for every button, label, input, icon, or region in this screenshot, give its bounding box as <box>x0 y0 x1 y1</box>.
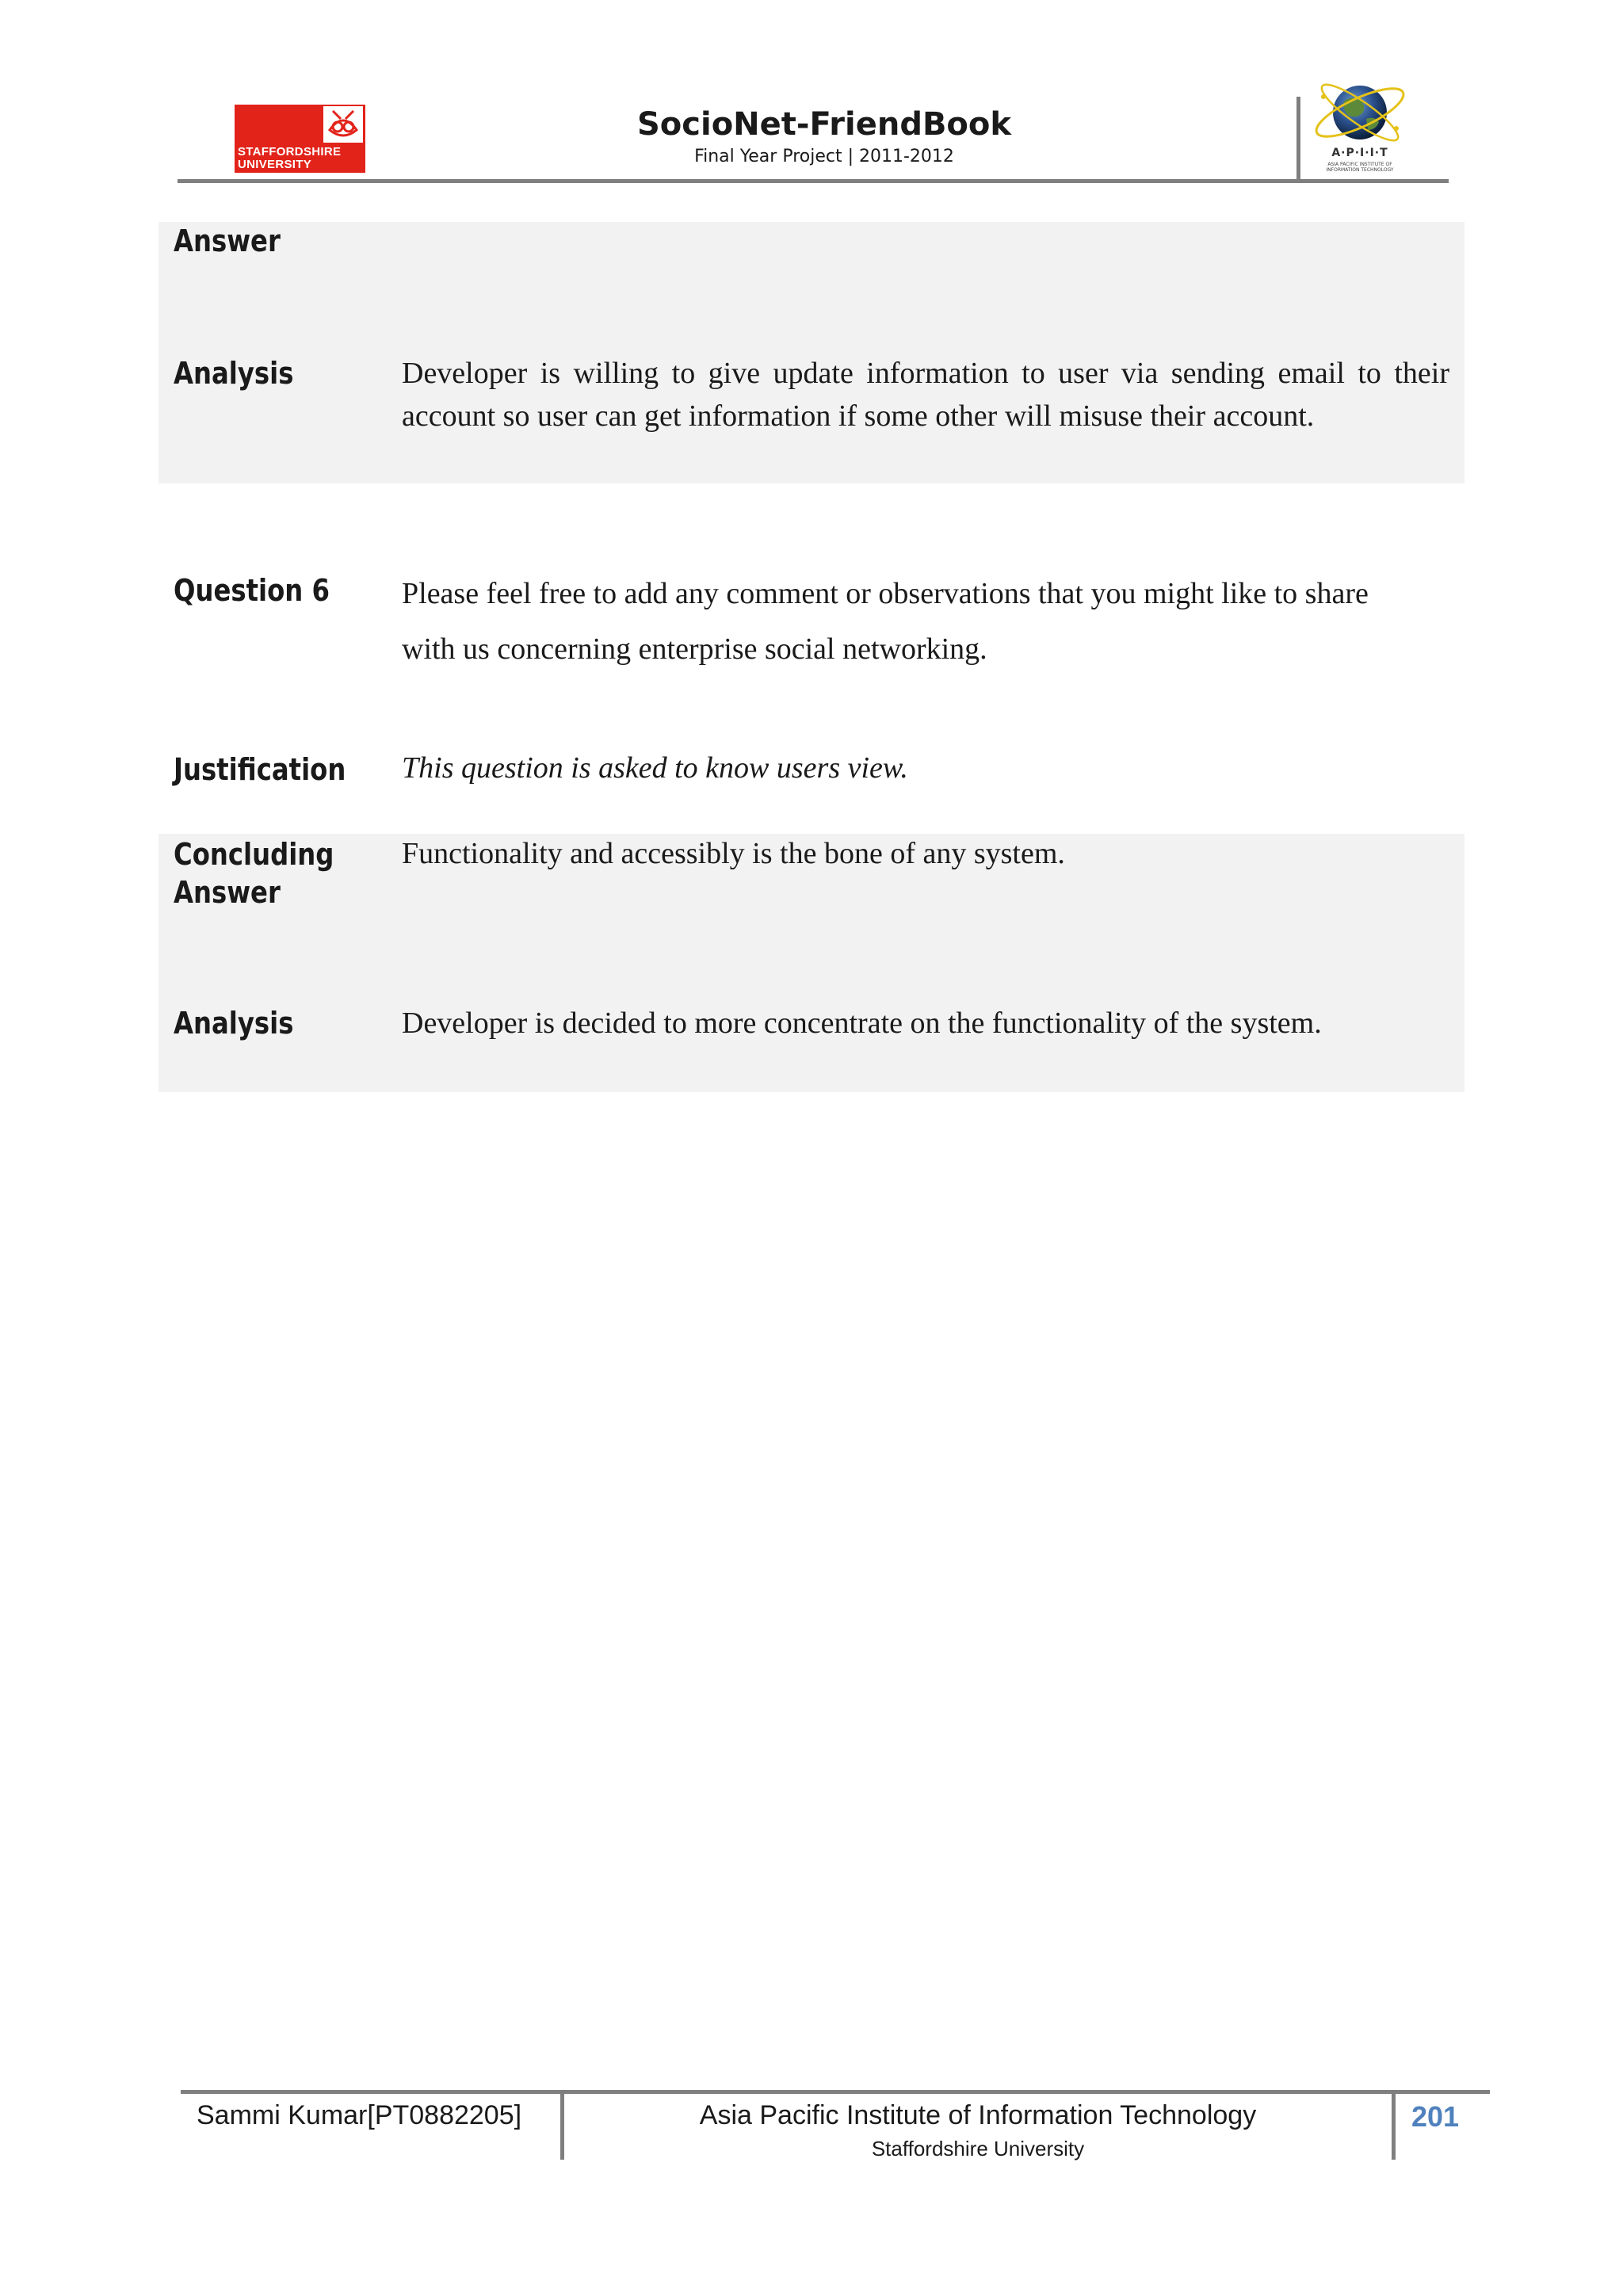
apiit-logo <box>1308 73 1412 176</box>
justification-text: This question is asked to know users view. <box>402 751 908 785</box>
label-answer-2: Answer <box>174 875 281 910</box>
label-question-6: Question 6 <box>174 573 330 608</box>
apiit-small-text: ASIA PACIFIC INSTITUTE OF INFORMATION TECHNOLOGY <box>1326 162 1394 173</box>
label-concluding: Concluding <box>174 837 334 872</box>
analysis-2-text: Developer is decided to more concentrate on the functionality of the system. <box>402 1007 1322 1040</box>
header-rule <box>178 179 1449 183</box>
document-title: SocioNet-FriendBook <box>636 106 1011 143</box>
header-divider-vertical <box>1296 97 1300 181</box>
label-concluding-answer <box>174 835 334 911</box>
logo-text-line2: UNIVERSITY <box>238 158 312 171</box>
label-justification: Justification <box>174 752 346 787</box>
analysis-1-text: Developer is willing to give update information to user via sending email to their account so user can get information if some other will misuse their account. <box>402 357 1449 433</box>
question-6-text: Please feel free to add any comment or observations that you might like to share with us concerning enterprise social networking. <box>402 577 1369 666</box>
staffordshire-university-logo <box>235 105 365 173</box>
footer-rule <box>181 2090 1490 2094</box>
label-analysis-2: Analysis <box>174 1006 294 1041</box>
page-number: 201 <box>1411 2100 1460 2133</box>
footer-institute: Asia Pacific Institute of Information Technology <box>699 2100 1257 2130</box>
label-analysis-1: Analysis <box>174 356 294 391</box>
document-subtitle: Final Year Project | 2011-2012 <box>694 147 954 166</box>
label-answer: Answer <box>174 223 281 258</box>
footer-author: Sammi Kumar[PT0882205] <box>197 2100 522 2130</box>
globe-icon <box>1308 73 1412 146</box>
logo-text <box>238 146 341 171</box>
staffordshire-knot-icon <box>323 106 363 143</box>
footer-university: Staffordshire University <box>871 2137 1085 2160</box>
logo-text-line1: STAFFORDSHIRE <box>238 145 342 159</box>
concluding-answer-text: Functionality and accessibly is the bone of any system. <box>402 837 1065 870</box>
apiit-letters: A·P·I·I·T <box>1331 147 1388 159</box>
